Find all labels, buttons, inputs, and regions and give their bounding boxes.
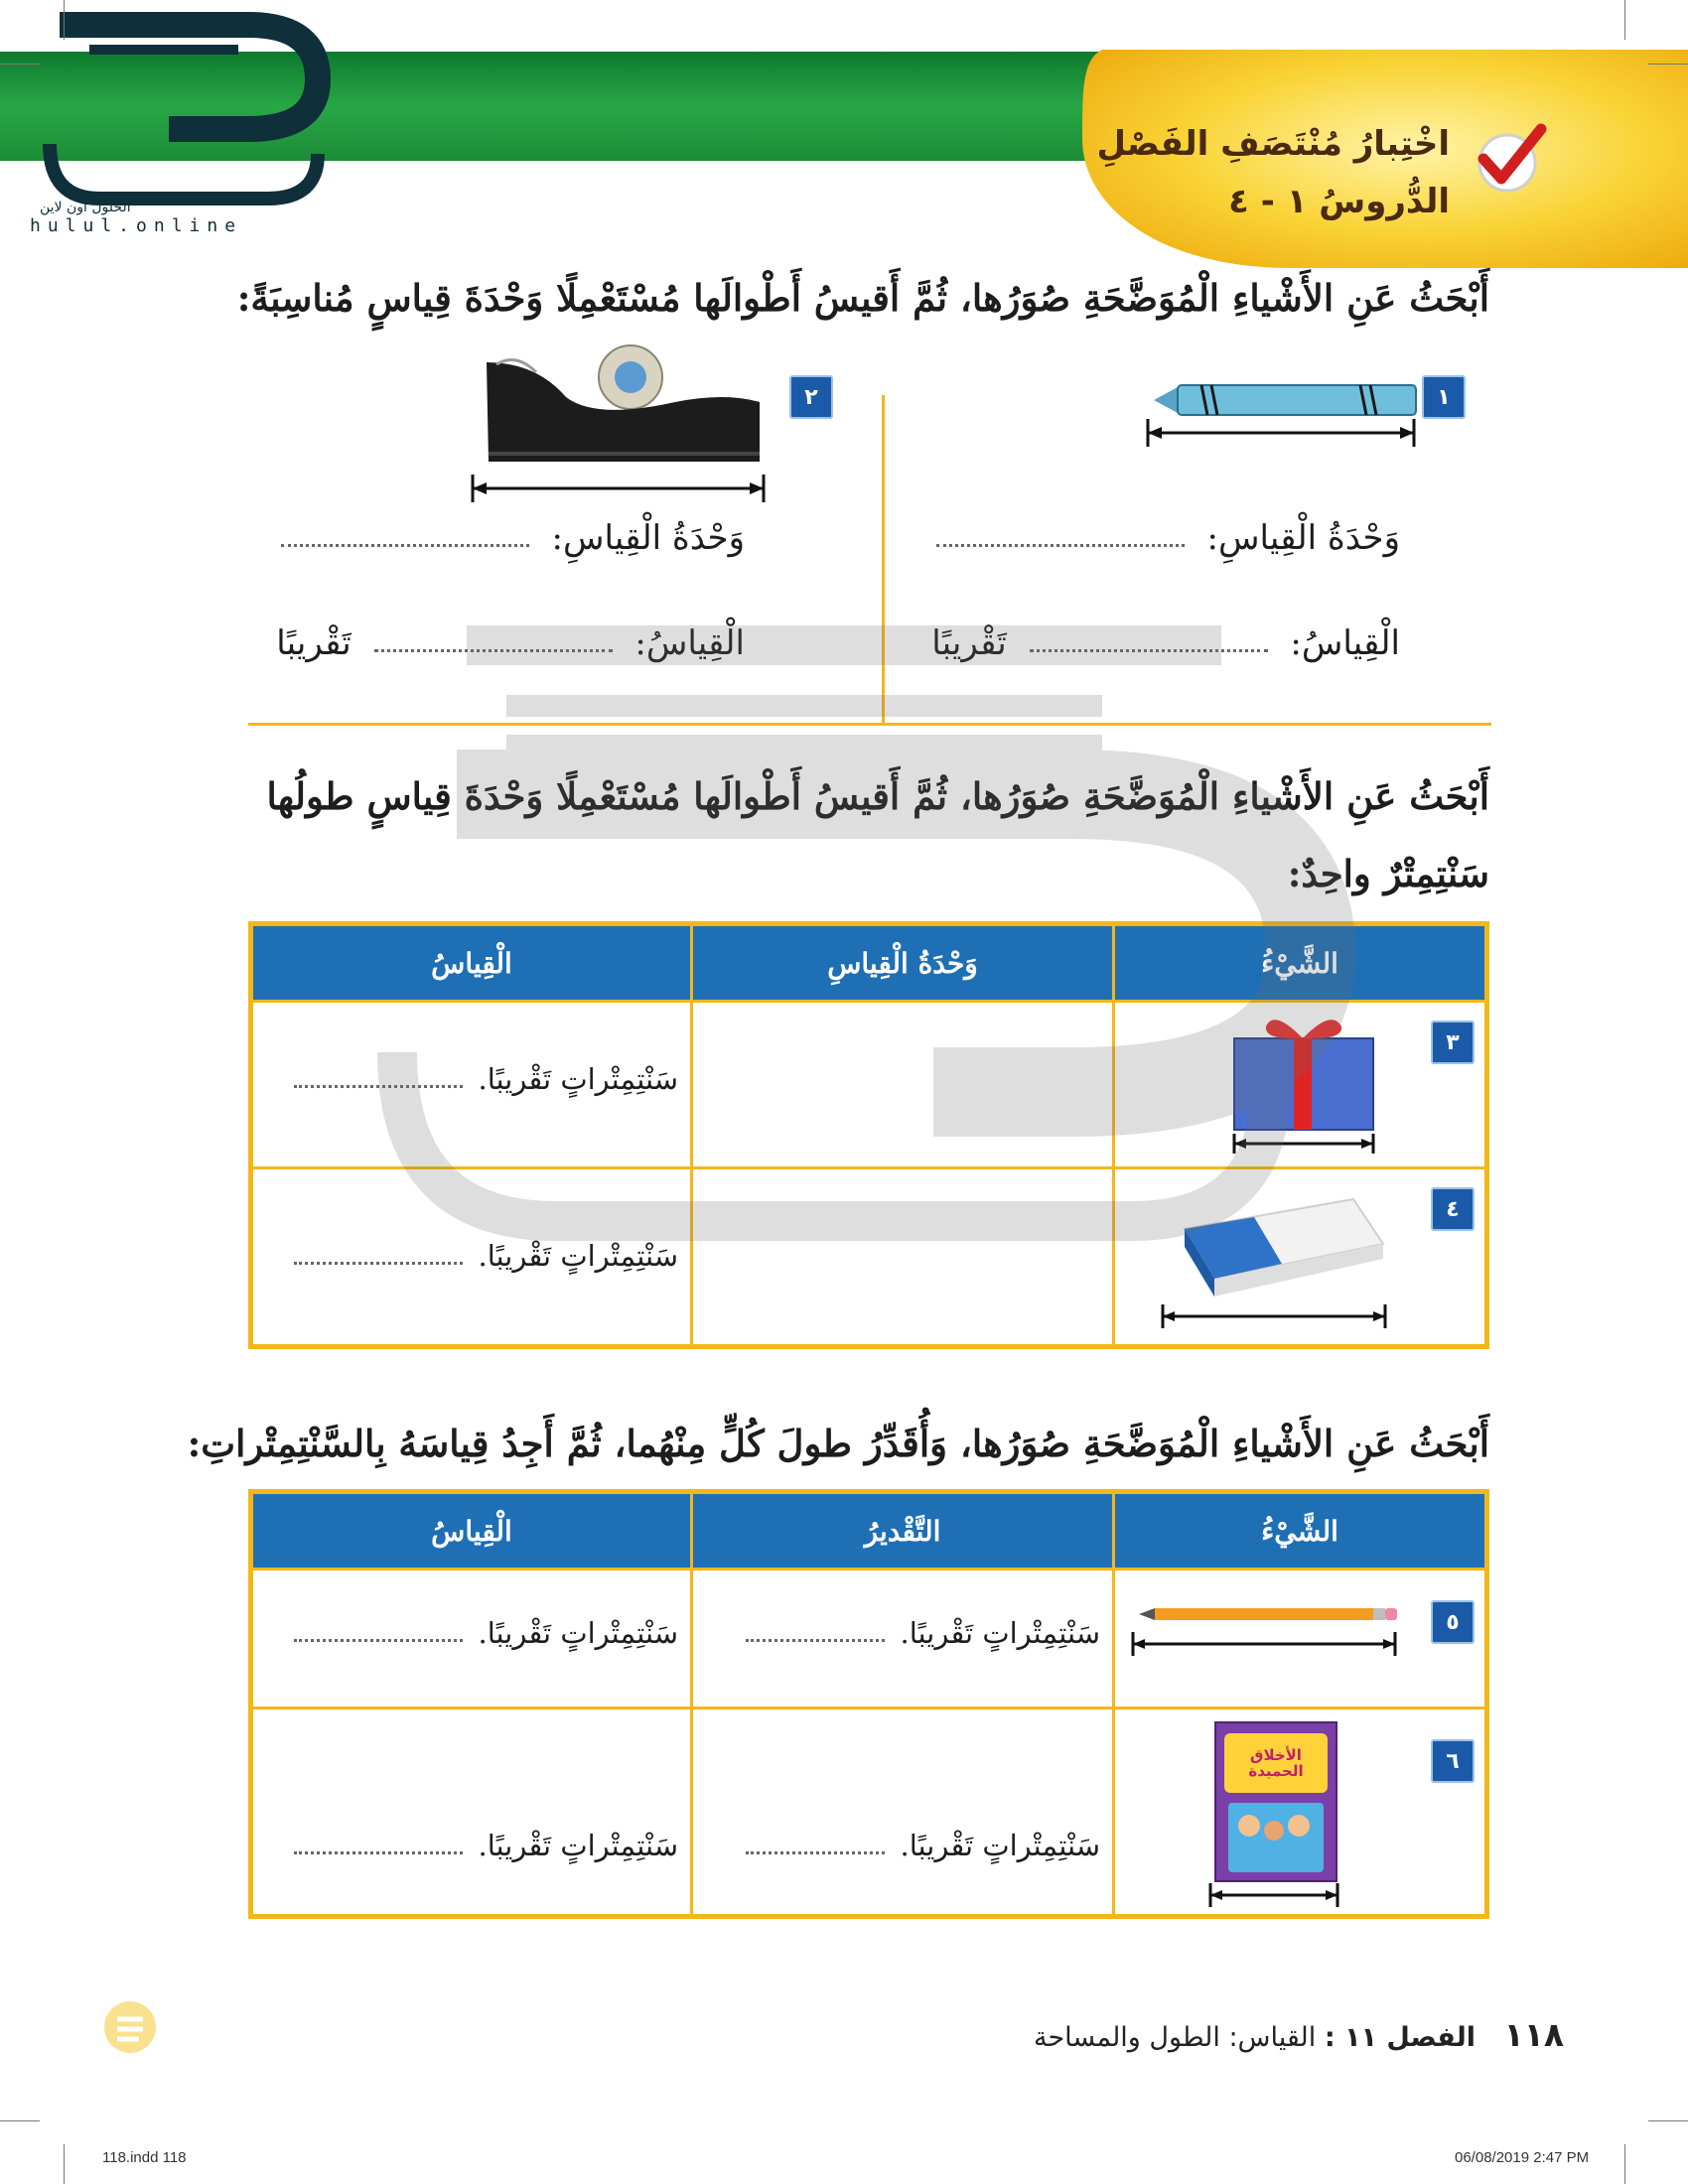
section3-instruction: أَبْحَثُ عَنِ الأَشْياءِ الْمُوَضَّحَةِ صُوَرُها، وَأُقَدِّرُ طولَ كُلٍّ مِنْهُما، ثُمَّ أَجِدُ قِياسَهُ بِالسَّنْتِمِتْراتِ:	[187, 1422, 1489, 1465]
row5-estimate-cell	[692, 1570, 1114, 1708]
row3-number-badge: ٣	[1431, 1021, 1475, 1064]
section2-instruction-line2: سَنْتِمِتْرٌ واحِدٌ:	[1287, 852, 1489, 895]
item1-unit-field	[936, 518, 1400, 558]
table2-header-object: الشَّيْءُ	[1114, 924, 1487, 1002]
row3-object-cell	[1114, 1002, 1487, 1168]
row4-measure-cell	[251, 1168, 692, 1347]
book-icon	[1214, 1721, 1337, 1882]
section1-rule	[248, 723, 1491, 726]
row3-unit-cell[interactable]	[692, 1002, 1114, 1168]
book-width-arrow	[1204, 1880, 1343, 1910]
page-subtitle: الدُّروسُ ١ - ٤	[1228, 182, 1450, 221]
table-row	[251, 1708, 1487, 1917]
row5-object-cell	[1114, 1570, 1487, 1708]
eraser-icon	[1155, 1189, 1393, 1338]
table2-header-measure: الْقِياسُ	[251, 924, 692, 1002]
item2-approx: تَقْريبًا	[276, 623, 352, 663]
section1-divider	[882, 395, 885, 725]
row5-measure-blank[interactable]	[294, 1629, 463, 1642]
row4-measure-blank[interactable]	[294, 1252, 463, 1265]
row3-measure-text: سَنْتِمِتْراتٍ تَقْريبًا.	[478, 1062, 678, 1096]
crop-mark	[0, 64, 40, 65]
crop-mark	[1624, 0, 1625, 40]
logo-url: hulul.online	[30, 215, 243, 236]
row4-number-badge: ٤	[1431, 1187, 1475, 1231]
chapter-number: الفصل ١١ :	[1324, 2022, 1476, 2053]
slug-file: 118.indd 118	[102, 2149, 187, 2166]
row4-object-cell	[1114, 1168, 1487, 1347]
section3-table	[248, 1489, 1489, 1919]
tape-length-arrow	[467, 471, 770, 506]
crop-mark	[64, 2144, 65, 2184]
item1-number-badge: ١	[1422, 375, 1466, 419]
item2-measure-field	[276, 623, 745, 663]
table3-header-measure: الْقِياسُ	[251, 1492, 692, 1570]
logo-subtitle: الحلول اون لاين	[40, 200, 131, 215]
table-row	[251, 1168, 1487, 1347]
site-logo	[20, 5, 338, 236]
row3-measure-cell	[251, 1002, 692, 1168]
crop-mark	[1648, 2120, 1688, 2121]
section1-instruction: أَبْحَثُ عَنِ الأَشْياءِ الْمُوَضَّحَةِ صُوَرُها، ثُمَّ أَقيسُ أَطْوالَها مُسْتَعْمِلًا وَحْدَةَ قِياسٍ مُناسِبَةً:	[236, 276, 1489, 320]
row6-number-badge: ٦	[1431, 1739, 1475, 1783]
section2-table	[248, 921, 1489, 1349]
checkmark-icon	[1470, 119, 1549, 199]
row6-estimate-cell	[692, 1708, 1114, 1917]
row5-estimate-text: سَنْتِمِتْراتٍ تَقْريبًا.	[900, 1616, 1100, 1650]
crop-mark	[0, 2120, 40, 2121]
row5-measure-cell	[251, 1570, 692, 1708]
chapter-title: القياس: الطول والمساحة	[1033, 2022, 1317, 2053]
table2-header-unit: وَحْدَةُ الْقِياسِ	[692, 924, 1114, 1002]
gift-box-icon	[1224, 1009, 1383, 1158]
item1-unit-label: وَحْدَةُ الْقِياسِ:	[1206, 518, 1400, 558]
page-ornament-icon	[95, 1985, 165, 2065]
pencil-icon	[1125, 1604, 1403, 1684]
row5-measure-text: سَنْتِمِتْراتٍ تَقْريبًا.	[478, 1616, 678, 1650]
row6-object-cell	[1114, 1708, 1487, 1917]
page-title: اخْتِبارُ مُنْتَصَفِ الفَصْلِ	[1096, 124, 1450, 164]
crayon-length-arrow	[1142, 415, 1420, 451]
row5-number-badge: ٥	[1431, 1600, 1475, 1644]
crop-mark	[64, 0, 65, 40]
row6-measure-blank[interactable]	[294, 1842, 463, 1854]
item2-unit-field	[281, 518, 745, 558]
item2-measure-label: الْقِياسُ:	[634, 623, 745, 663]
row4-unit-cell[interactable]	[692, 1168, 1114, 1347]
table-row	[251, 1002, 1487, 1168]
table-row	[251, 1570, 1487, 1708]
table3-header-object: الشَّيْءُ	[1114, 1492, 1487, 1570]
item2-number-badge: ٢	[789, 375, 833, 419]
tape-dispenser-icon	[477, 342, 765, 472]
row3-measure-blank[interactable]	[294, 1075, 463, 1088]
item2-measure-blank[interactable]	[374, 639, 613, 652]
row4-measure-text: سَنْتِمِتْراتٍ تَقْريبًا.	[478, 1239, 678, 1273]
crop-mark	[1648, 64, 1688, 65]
item1-unit-blank[interactable]	[936, 534, 1185, 547]
item1-measure-blank[interactable]	[1030, 639, 1268, 652]
row6-estimate-blank[interactable]	[746, 1842, 885, 1854]
item2-unit-label: وَحْدَةُ الْقِياسِ:	[551, 518, 745, 558]
page-footer	[1034, 2015, 1564, 2054]
item1-approx: تَقْريبًا	[931, 623, 1007, 663]
table3-header-estimate: التَّقْديرُ	[692, 1492, 1114, 1570]
item1-measure-label: الْقِياسُ:	[1290, 623, 1400, 663]
section2-instruction-line1: أَبْحَثُ عَنِ الأَشْياءِ الْمُوَضَّحَةِ صُوَرُها، ثُمَّ أَقيسُ أَطْوالَها مُسْتَعْمِلًا وَحْدَةَ قِياسٍ طولُها	[266, 774, 1489, 818]
slug-date: 06/08/2019 2:47 PM	[1455, 2149, 1590, 2166]
item2-unit-blank[interactable]	[281, 534, 529, 547]
row6-measure-text: سَنْتِمِتْراتٍ تَقْريبًا.	[478, 1829, 678, 1862]
row6-estimate-text: سَنْتِمِتْراتٍ تَقْريبًا.	[900, 1829, 1100, 1862]
book-title: الأخلاق الحميدة	[1248, 1745, 1304, 1780]
row6-measure-cell	[251, 1708, 692, 1917]
item1-measure-field	[931, 623, 1400, 663]
page-number: ١١٨	[1503, 2015, 1564, 2054]
row5-estimate-blank[interactable]	[746, 1629, 885, 1642]
crop-mark	[1624, 2144, 1625, 2184]
